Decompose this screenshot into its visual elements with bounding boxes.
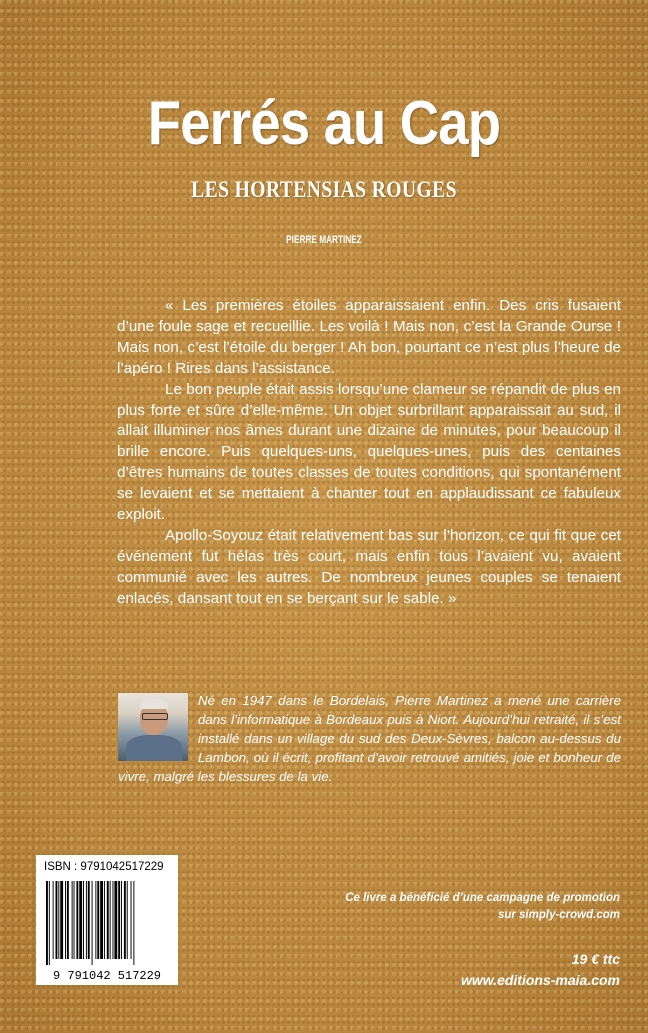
barcode-bar: [53, 881, 54, 959]
barcode-bar: [92, 881, 93, 965]
barcode-bar: [74, 881, 75, 959]
barcode-bar: [60, 881, 63, 959]
barcode-bar: [95, 881, 96, 959]
barcode-bar: [65, 881, 66, 959]
price: 19 € ttc: [571, 951, 620, 967]
barcode-bar: [127, 881, 128, 959]
promo-line-1: Ce livre a bénéficié d’une campagne de promotion: [345, 892, 620, 904]
barcode-bar: [124, 881, 126, 959]
barcode-bar: [46, 881, 48, 965]
excerpt-paragraph: Apollo-Soyouz était relativement bas sur l’horizon, ce qui fit que cet événement fut hélas très court, mais enfin tous l’avaient vu, avaient communié avec les autres. De nombreux jeunes couples se tenaient enlacés, dansant tout en se berçant sur le sable. »: [117, 526, 621, 607]
promo-note: [260, 890, 620, 924]
excerpt-block: [117, 296, 621, 610]
barcode-bar: [56, 881, 58, 959]
barcode-bar: [110, 881, 111, 959]
barcode-bar: [118, 881, 120, 959]
barcode-bar: [113, 881, 114, 959]
barcode-bar: [79, 881, 82, 959]
barcode-box: [36, 855, 178, 985]
barcode-bar: [83, 881, 84, 959]
barcode-bar: [76, 881, 78, 959]
barcode-bar: [97, 881, 99, 959]
barcode-bar: [131, 881, 132, 959]
barcode-bars: [46, 881, 134, 965]
author-bio-text: Né en 1947 dans le Bordelais, Pierre Martinez a mené une carrière dans l’informatique à Bordeaux puis à Niort. Aujourd’hui retraité, il s’est installé dans un village du sud des Deux-Sèvres, balcon au-dessus du Lambon, où il écrit, profitant d’avoir retrouvé amitiés, joie et bonheur de vivre, malgré les blessures de la vie.: [118, 693, 621, 784]
barcode-bar: [86, 881, 87, 959]
author-name: PIERRE MARTINEZ: [286, 234, 362, 246]
barcode-bar: [107, 881, 109, 959]
book-subtitle: LES HORTENSIAS ROUGES: [191, 177, 457, 202]
barcode-bar: [133, 881, 134, 965]
excerpt-paragraph: « Les premières étoiles apparaissaient enfin. Des cris fusaient d’une foule sage et recueillie. Les voilà ! Mais non, c’est la Grande Ourse ! Mais non, c’est l’étoile du berger ! Ah bon, pourtant ce n’est plus l’heure de l’apéro ! Rires dans l’assistance.: [117, 297, 621, 377]
barcode-bar: [67, 881, 69, 959]
website: www.editions-maia.com: [461, 972, 620, 988]
barcode-bar: [114, 881, 117, 959]
barcode-bar: [121, 881, 122, 959]
barcode-digits: 9 791042 517229: [52, 969, 162, 983]
promo-line-2: sur simply-crowd.com: [497, 909, 620, 921]
author-bio: [118, 692, 621, 787]
book-title: Ferrés au Cap: [147, 89, 501, 158]
barcode-bar: [88, 881, 90, 959]
isbn-label: ISBN : 9791042517229: [44, 861, 164, 873]
barcode-bar: [58, 881, 59, 959]
barcode-bar: [100, 881, 103, 959]
barcode: [40, 879, 174, 983]
excerpt-paragraph: Le bon peuple était assis lorsqu’une clameur se répandit de plus en plus forte et sûre d’elle-même. Un objet surbrillant apparaissait au sud, il allait illuminer nos âmes durant une dizaine de minutes, pour beaucoup il brille encore. Puis quelques-uns, quelques-unes, puis des centaines d’êtres humains de toutes classes de toutes conditions, qui spontanément se levaient et se mettaient à chanter tout en applaudissant ce fabuleux exploit.: [117, 380, 621, 524]
barcode-bar: [104, 881, 105, 959]
barcode-bar: [72, 881, 73, 959]
barcode-bar: [49, 881, 50, 965]
